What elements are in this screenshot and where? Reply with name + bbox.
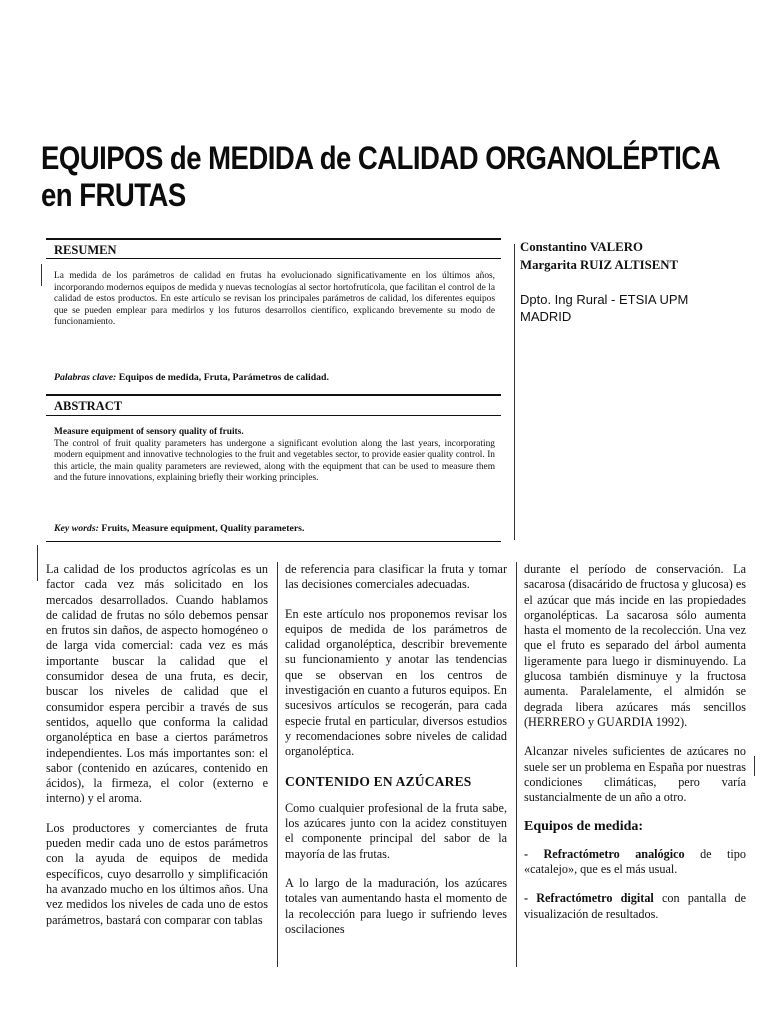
affiliation	[520, 291, 760, 325]
col1-paragraph-1: La calidad de los productos agrícolas es un factor cada vez más solicitado en los mercados desarrollados. Cuando hablamos de calidad de frutas no sólo debemos pensar en frutos sin daños, de aspecto homogéneo o de larga vida comercial: cada vez es más importante buscar la calidad que el consumidor desea de una fruta, es decir, buscar los niveles de calidad que el consumidor espera percibir a través de sus sentidos, aquello que conforma la calidad organoléptica en base a ciertos parámetros independientes. Los más importantes son: el sabor (contenido en azúcares, contenido en ácidos), la firmeza, el color (externo e interno) y el aroma.	[46, 562, 268, 806]
col2-paragraph-1: de referencia para clasificar la fruta y tomar las decisiones comerciales adecuadas.	[285, 562, 507, 592]
col3-item-1-text: de tipo «catalejo», que es el más usual.	[524, 846, 746, 877]
resumen-keywords-label: Palabras clave:	[54, 372, 117, 383]
abstract-top-rule	[46, 394, 501, 396]
column-divider-2	[516, 562, 517, 967]
resumen-keywords	[54, 372, 329, 383]
col3-item-1-bold: - Refractómetro analógico	[524, 846, 685, 861]
abstract-keywords-label: Key words:	[54, 523, 99, 534]
col3-item-1	[524, 847, 746, 878]
col1-paragraph-2: Los productores y comerciantes de fruta pueden medir cada uno de estos parámetros con la ayuda de equipos de medida específicos, cuyo desarrollo y simplificación ha avanzado mucho en los últimos años. Una vez medidos los niveles de cada uno de estos parámetros, bastará con comparar con tablas	[46, 820, 268, 927]
col3-paragraph-1: durante el período de conservación. La sacarosa (disacárido de fructosa y glucosa) es el azúcar que más incide en las propiedades organolépticas. La sacarosa sólo aumenta hasta el momento de la recolección. Una vez que el fruto es separado del árbol aumenta ligeramente para luego ir disminuyendo. La glucosa también disminuye y la fructosa aumenta. Paralelamente, el almidón se degrada libera azúcares más sencillos (HERRERO y GUARDIA 1992).	[524, 562, 746, 729]
body-column-1	[46, 562, 268, 942]
col2-paragraph-2: En este artículo nos proponemos revisar los equipos de medida de los parámetros de calidad organoléptica, describir brevemente su funcionamiento y anotar las tendencias que se observan en los centros de investigación en cuanto a futuros equipos. En sucesivos artículos se recogerán, para cada especie frutal en particular, diversos estudios y recomendaciones sobre niveles de calidad organoléptica.	[285, 606, 507, 759]
body-column-2	[285, 562, 507, 951]
title-line-1: EQUIPOS de MEDIDA de CALIDAD ORGANOLÉPTICA	[41, 140, 721, 176]
section-heading-azucares: CONTENIDO EN AZÚCARES	[285, 773, 472, 789]
col2-paragraph-4: A lo largo de la maduración, los azúcares totales van aumentando hasta el momento de la recolección para luego ir sufriendo leves oscilaciones	[285, 876, 507, 936]
margin-mark-right	[754, 756, 755, 776]
resumen-keywords-value: Equipos de medida, Fruta, Parámetros de calidad.	[118, 372, 329, 383]
abstract-heading-rule	[46, 415, 501, 416]
margin-mark-body	[37, 545, 38, 581]
column-divider-1	[277, 562, 278, 967]
author-2: Margarita RUIZ ALTISENT	[520, 258, 679, 272]
title-line-2: en FRUTAS	[41, 177, 186, 213]
abstract-body	[54, 427, 495, 485]
subheading-equipos: Equipos de medida:	[524, 819, 644, 835]
col3-item-2-text: con pantalla de visualización de resultados.	[524, 891, 746, 921]
resumen-heading: RESUMEN	[54, 243, 117, 257]
abstract-keywords	[54, 523, 304, 534]
col3-item-2-bold: - Refractómetro digital	[524, 891, 654, 906]
margin-mark	[41, 264, 42, 286]
col2-paragraph-3: Como cualquier profesional de la fruta sabe, los azúcares junto con la acidez constituyen el componente principal del sabor de la mayoría de las frutas.	[285, 800, 507, 861]
article-title	[41, 140, 721, 214]
abstract-subtitle: Measure equipment of sensory quality of fruits.	[54, 427, 244, 437]
column-divider-top	[514, 244, 515, 540]
col3-paragraph-2: Alcanzar niveles suficientes de azúcares no suele ser un problema en España por nuestras condiciones climáticas, pero varía sustancialmente de un año a otro.	[524, 744, 746, 805]
abstract-bottom-rule	[46, 541, 501, 542]
resumen-text: La medida de los parámetros de calidad en frutas ha evolucionado significativamente en los últimos años, incorporando modernos equipos de medida y nuevas tecnologías al sector hortofrutícola, que facilitan el control de la calidad de estos productos. En este artículo se revisan los principales parámetros de calidad, los diferentes equipos que se pueden emplear para medirlos y los futuros desarrollos científico, explicando brevemente su modo de funcionamiento.	[54, 271, 495, 328]
resumen-heading-rule	[46, 258, 501, 259]
col3-item-2	[524, 891, 746, 922]
author-1: Constantino VALERO	[520, 240, 643, 254]
abstract-text: The control of fruit quality parameters has undergone a significant evolution along the last years, incorporating modern equipment and innovative technologies to the fruit and vegetables sector, to provide easier quality control. In this article, the main quality parameters are reviewed, along with the equipment that can be used to measure them and the future innovations, explaining briefly their working principles.	[54, 438, 495, 484]
body-column-3	[524, 562, 746, 936]
affiliation-line-1: Dpto. Ing Rural - ETSIA UPM	[520, 292, 689, 307]
affiliation-line-2: MADRID	[520, 309, 572, 324]
resumen-top-rule	[46, 238, 501, 240]
abstract-heading: ABSTRACT	[54, 399, 123, 413]
abstract-keywords-value: Fruits, Measure equipment, Quality parameters.	[101, 523, 305, 534]
